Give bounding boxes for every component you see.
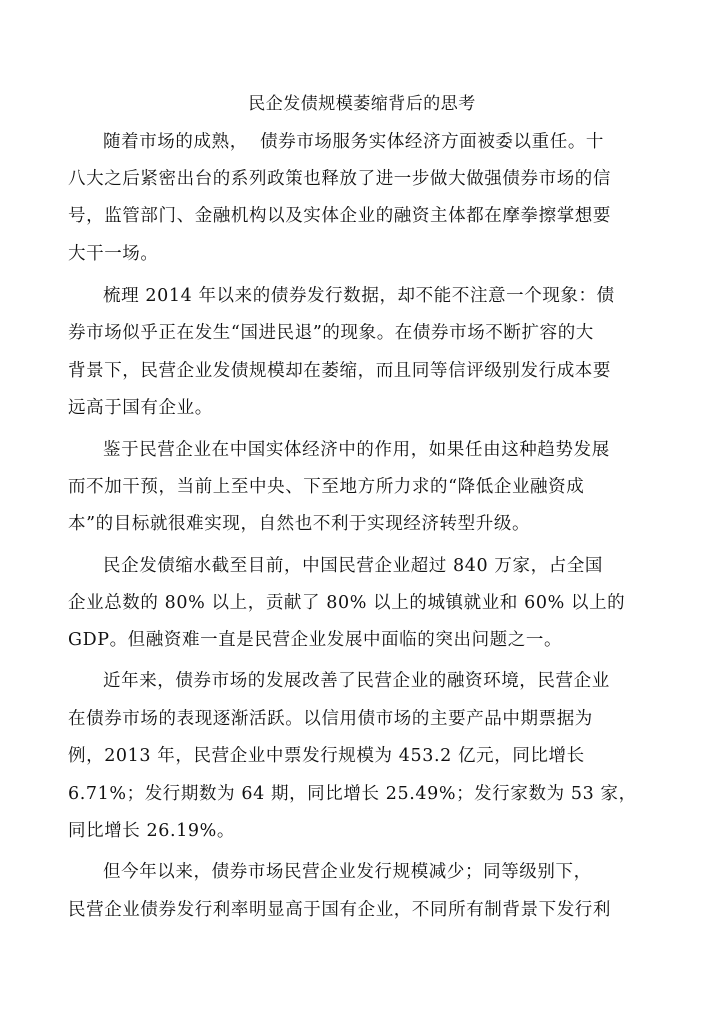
body-line: 本”的目标就很难实现，自然也不利于实现经济转型升级。: [68, 514, 531, 534]
body-line: 民企发债缩水截至目前，中国民营企业超过 840 万家，占全国: [103, 556, 604, 576]
body-line: 但今年以来，债券市场民营企业发行规模减少；同等级别下，: [103, 862, 592, 882]
body-line: 在债券市场的表现逐渐活跃。以信用债市场的主要产品中期票据为: [68, 709, 593, 729]
body-line: 而不加干预，当前上至中央、下至地方所力求的“降低企业融资成: [68, 477, 585, 497]
body-line: 同比增长 26.19%。: [68, 821, 235, 841]
body-line: 远高于国有企业。: [68, 398, 213, 418]
body-line: 券市场似乎正在发生“国进民退”的现象。在债券市场不断扩容的大: [68, 323, 594, 343]
body-line: GDP。但融资难一直是民营企业发展中面临的突出问题之一。: [68, 630, 563, 650]
body-line: 近年来，债券市场的发展改善了民营企业的融资环境，民营企业: [103, 671, 610, 691]
document-title: 民企发债规模萎缩背后的思考: [248, 94, 476, 114]
body-line: 民营企业债券发行利率明显高于国有企业，不同所有制背景下发行利: [68, 900, 611, 920]
body-line: 随着市场的成熟， 债券市场服务实体经济方面被委以重任。十: [103, 132, 605, 152]
body-line: 梳理 2014 年以来的债券发行数据，却不能不注意一个现象：债: [103, 286, 615, 306]
body-line: 例，2013 年，民营企业中票发行规模为 453.2 亿元，同比增长: [68, 746, 585, 766]
body-line: 大干一场。: [68, 244, 159, 264]
body-line: 企业总数的 80% 以上，贡献了 80% 以上的城镇就业和 60% 以上的: [68, 593, 626, 613]
body-line: 鉴于民营企业在中国实体经济中的作用，如果任由这种趋势发展: [103, 440, 610, 460]
body-line: 背景下，民营企业发债规模却在萎缩，而且同等信评级别发行成本要: [68, 361, 611, 381]
body-line: 6.71%；发行期数为 64 期，同比增长 25.49%；发行家数为 53 家，: [68, 784, 637, 804]
body-line: 号，监管部门、金融机构以及实体企业的融资主体都在摩拳擦掌想要: [68, 206, 611, 226]
body-line: 八大之后紧密出台的系列政策也释放了进一步做大做强债券市场的信: [68, 169, 611, 189]
